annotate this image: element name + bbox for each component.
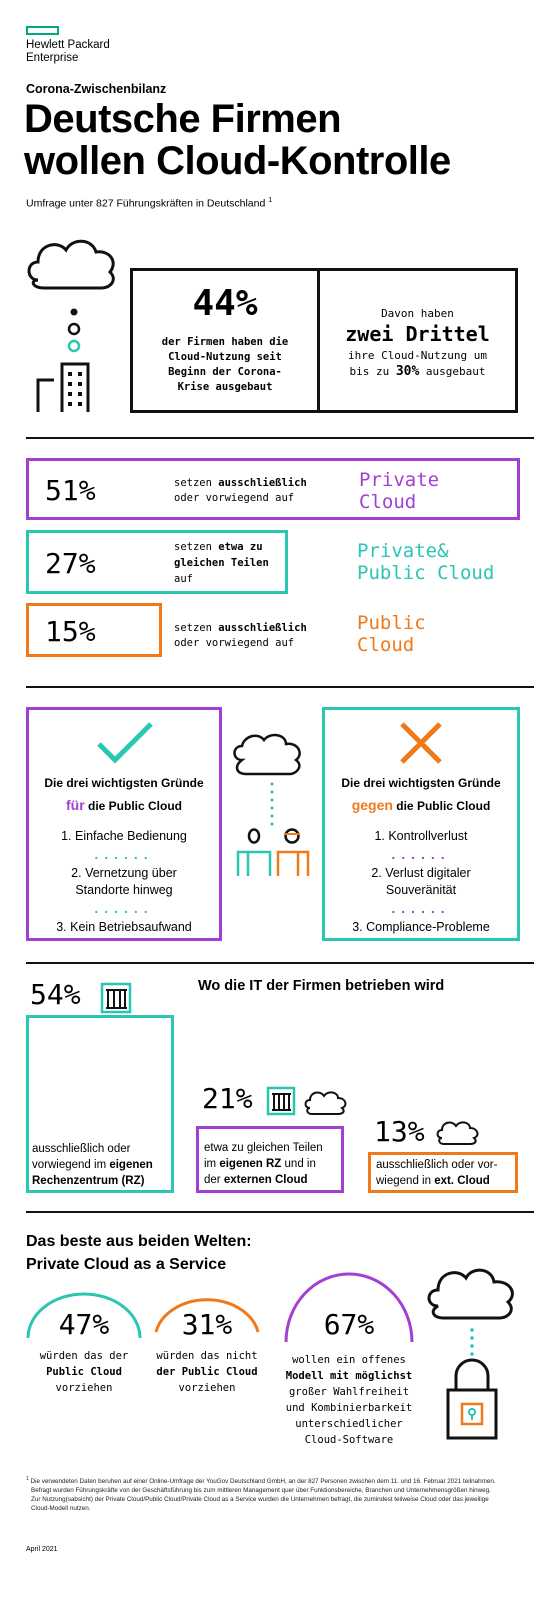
bar-private-label-line1: Private — [359, 469, 440, 491]
dot-icon — [71, 309, 78, 316]
bar-private-text-line2: oder vorwiegend auf — [174, 492, 295, 504]
it-54-text-mid: vorwiegend im — [32, 1159, 110, 1171]
it-13-text-line1: ausschließlich oder vor- — [376, 1159, 498, 1171]
footnote-line4: Cloud-Modell nutzen. — [31, 1505, 91, 1513]
dots-divider: ...... — [391, 900, 451, 916]
ring-icon-teal — [69, 341, 79, 351]
page-title — [24, 98, 451, 182]
publish-date: April 2021 — [26, 1546, 58, 1553]
dotted-connector — [271, 783, 274, 826]
stat-44-percent: 44% — [192, 283, 258, 324]
best-31-text — [140, 1348, 274, 1396]
bar-public-text-bold: ausschließlich — [218, 622, 307, 634]
best-of-title — [26, 1230, 252, 1276]
reasons-against-item2b: Souveränität — [385, 883, 457, 897]
checkmark-icon — [95, 720, 155, 766]
footnote-line3: Zur Nutzung(sabsicht) der Private Cloud/Public Cloud/Private Cloud as a Service wurden die Unternehmen befragt, die zumindest teilweise Cloud oder das jeweilige — [31, 1496, 489, 1504]
bar-hybrid-label — [357, 540, 494, 584]
bar-hybrid-text-pre: setzen — [174, 541, 219, 553]
it-13-text — [376, 1157, 497, 1189]
reasons-against-list — [325, 828, 517, 936]
stat-box-44 — [130, 268, 518, 413]
cloud-icon — [434, 1118, 480, 1146]
reasons-for-list — [29, 828, 219, 936]
best-67-percent: 67% — [323, 1308, 375, 1341]
best-67-line5: unterschiedlicher — [295, 1418, 403, 1430]
it-21-percent: 21% — [202, 1082, 253, 1115]
reasons-against-item2a: 2. Verlust digitaler — [371, 866, 471, 880]
brand-logo — [26, 26, 110, 65]
bar-private — [26, 458, 520, 520]
divider — [26, 962, 534, 964]
bar-private-label-line2: Cloud — [359, 491, 417, 513]
footnote — [26, 1475, 534, 1513]
cloud-icon — [29, 241, 113, 288]
it-21-text-line3-bold: externen Cloud — [223, 1174, 308, 1186]
person-icon — [278, 830, 308, 877]
it-21-text-bold: eigenen RZ — [219, 1158, 282, 1170]
it-21-text — [204, 1140, 323, 1188]
bar-hybrid-label-line2: Public Cloud — [357, 562, 495, 584]
best-47-line3: vorziehen — [55, 1382, 113, 1394]
stat-side-30: 30% — [395, 364, 420, 379]
brand-name-line1: Hewlett Packard — [26, 39, 110, 51]
it-54-text-line3: Rechenzentrum (RZ) — [32, 1175, 145, 1187]
reasons-for-item2a: 2. Vernetzung über — [71, 866, 177, 880]
cloud-icon — [302, 1088, 348, 1116]
stat-side — [320, 307, 515, 380]
stat-44-text-line2: Cloud-Nutzung seit — [168, 351, 282, 363]
it-21-text-post: und in — [281, 1158, 316, 1170]
reasons-against-title-rest: die Public Cloud — [392, 799, 491, 813]
reasons-for-title-rest: die Public Cloud — [84, 799, 182, 813]
stat-side-line3-post: ausgebaut — [419, 365, 486, 378]
reasons-for-title — [29, 772, 219, 817]
footnote-line2: Befragt wurden Führungskräfte von der Geschäftsführung bis zum mittleren Management quer über Funktionsbereiche, Branchen und Unternehmensgrößen hinweg. — [31, 1487, 491, 1495]
building-windows — [68, 372, 82, 406]
reasons-against-item3: 3. Compliance-Probleme — [352, 920, 490, 934]
reasons-against-highlight: gegen — [351, 797, 393, 813]
stat-44-text-line1: der Firmen haben die — [161, 336, 289, 348]
best-47-line2: Public Cloud — [46, 1366, 122, 1378]
divider — [26, 686, 534, 688]
bar-hybrid-text-line2: gleichen Teilen — [174, 557, 269, 569]
footnote-line1: Die verwendeten Daten beruhen auf einer Online-Umfrage der YouGov Deutschland GmbH, an der 827 Personen zwischen dem 11. und 16. Februar 2021 teilnahmen. — [30, 1478, 496, 1486]
lock-icon — [448, 1360, 496, 1438]
best-31-line3: vorziehen — [178, 1382, 236, 1394]
best-31-line1: würden das nicht — [156, 1350, 258, 1362]
bar-private-percent: 51% — [45, 474, 96, 507]
best-67-line4: und Kombinierbarkeit — [285, 1402, 413, 1414]
reasons-against-title-line1: Die drei wichtigsten Gründe — [341, 776, 501, 790]
bar-private-label — [359, 469, 439, 513]
reasons-against-title — [325, 772, 517, 817]
best-67-line2: Modell mit möglichst — [285, 1370, 413, 1382]
bar-public-label-line2: Cloud — [357, 634, 415, 656]
cloud-building-illustration — [26, 232, 126, 418]
dotted-connector — [470, 1328, 474, 1356]
reasons-for-title-line1: Die drei wichtigsten Gründe — [44, 776, 204, 790]
best-47-percent: 47% — [58, 1308, 110, 1341]
cloud-icon — [235, 735, 300, 774]
server-icon — [266, 1086, 296, 1116]
footnote-ref: 1 — [26, 1476, 29, 1482]
server-icon — [100, 982, 132, 1014]
ring-icon — [69, 324, 79, 334]
dots-divider: ...... — [94, 900, 154, 916]
page-title-line1: Deutsche Firmen — [24, 97, 342, 141]
stat-44-text — [133, 335, 317, 395]
it-54-text-line1: ausschließlich oder — [32, 1143, 131, 1155]
best-67-line1: wollen ein offenes — [292, 1354, 406, 1366]
kicker: Corona-Zwischenbilanz — [26, 82, 167, 96]
best-31-percent: 31% — [181, 1308, 233, 1341]
it-13-text-line2-bold: ext. Cloud — [434, 1175, 490, 1187]
bar-public-text — [174, 621, 307, 651]
best-47-text — [14, 1348, 154, 1396]
best-47-line1: würden das der — [39, 1350, 129, 1362]
subtitle — [26, 197, 272, 210]
bar-hybrid-text — [174, 539, 269, 587]
stat-side-line2: ihre Cloud-Nutzung um — [347, 349, 488, 362]
it-21-text-line3-pre: der — [204, 1174, 224, 1186]
bar-private-text-bold: ausschließlich — [218, 477, 307, 489]
reasons-for-item3: 3. Kein Betriebsaufwand — [56, 920, 192, 934]
divider — [26, 437, 534, 439]
person-icon — [238, 830, 270, 877]
bar-hybrid-text-line3: auf — [174, 573, 193, 585]
bar-hybrid-text-bold: etwa zu — [218, 541, 263, 553]
it-13-text-line2-pre: wiegend in — [376, 1175, 435, 1187]
stat-44-text-line4: Krise ausgebaut — [177, 381, 273, 393]
it-21-text-line1: etwa zu gleichen Teilen — [204, 1142, 323, 1154]
reasons-for-box — [26, 707, 222, 941]
reasons-against-item1: 1. Kontrollverlust — [374, 829, 468, 843]
stat-side-line3 — [320, 364, 515, 380]
brand-bar — [26, 26, 59, 35]
subtitle-text: Umfrage unter 827 Führungskräften in Deutschland — [26, 197, 266, 210]
it-location-title: Wo die IT der Firmen betrieben wird — [198, 978, 445, 994]
cross-icon — [398, 720, 444, 766]
bar-hybrid-percent: 27% — [45, 547, 96, 580]
best-67-line6: Cloud-Software — [304, 1434, 394, 1446]
dots-divider: ...... — [391, 846, 451, 862]
it-54-text — [32, 1141, 153, 1189]
stat-side-line3-pre: bis zu — [349, 365, 396, 378]
bar-public-label-line1: Public — [357, 612, 426, 634]
reasons-for-highlight: für — [65, 797, 85, 813]
bar-public-percent: 15% — [45, 615, 96, 648]
cloud-lock-illustration — [424, 1262, 524, 1452]
it-54-percent: 54% — [30, 978, 81, 1011]
brand-name-line2: Enterprise — [26, 52, 79, 64]
page-title-line2: wollen Cloud-Kontrolle — [24, 139, 451, 183]
subtitle-footnote-ref: 1 — [268, 197, 273, 204]
best-31-line2: der Public Cloud — [156, 1366, 258, 1378]
dots-divider: ...... — [94, 846, 154, 862]
cloud-icon — [429, 1270, 512, 1318]
divider — [26, 1211, 534, 1213]
best-67-text — [266, 1352, 432, 1448]
bar-public — [26, 603, 162, 657]
it-21-text-mid: im — [204, 1158, 220, 1170]
it-13-percent: 13% — [374, 1115, 425, 1148]
bar-private-text — [174, 476, 307, 506]
best-67-line3: großer Wahlfreiheit — [288, 1386, 410, 1398]
people-cloud-illustration — [232, 732, 316, 882]
stat-side-line1: Davon haben — [381, 307, 454, 320]
best-of-title-line2: Private Cloud as a Service — [26, 1256, 227, 1273]
bar-hybrid-label-line1: Private& — [357, 540, 449, 562]
it-54-text-bold: eigenen — [109, 1159, 153, 1171]
stat-side-big: zwei Drittel — [345, 322, 490, 346]
reasons-against-box — [322, 707, 520, 941]
bar-private-text-pre: setzen — [174, 477, 219, 489]
reasons-for-item2b: Standorte hinweg — [75, 883, 173, 897]
bar-public-label — [357, 612, 426, 656]
reasons-for-item1: 1. Einfache Bedienung — [61, 829, 187, 843]
bar-public-text-line2: oder vorwiegend auf — [174, 637, 295, 649]
best-of-title-line1: Das beste aus beiden Welten: — [26, 1233, 252, 1250]
bar-hybrid — [26, 530, 288, 594]
bar-public-text-pre: setzen — [174, 622, 219, 634]
stat-44-text-line3: Beginn der Corona- — [168, 366, 282, 378]
